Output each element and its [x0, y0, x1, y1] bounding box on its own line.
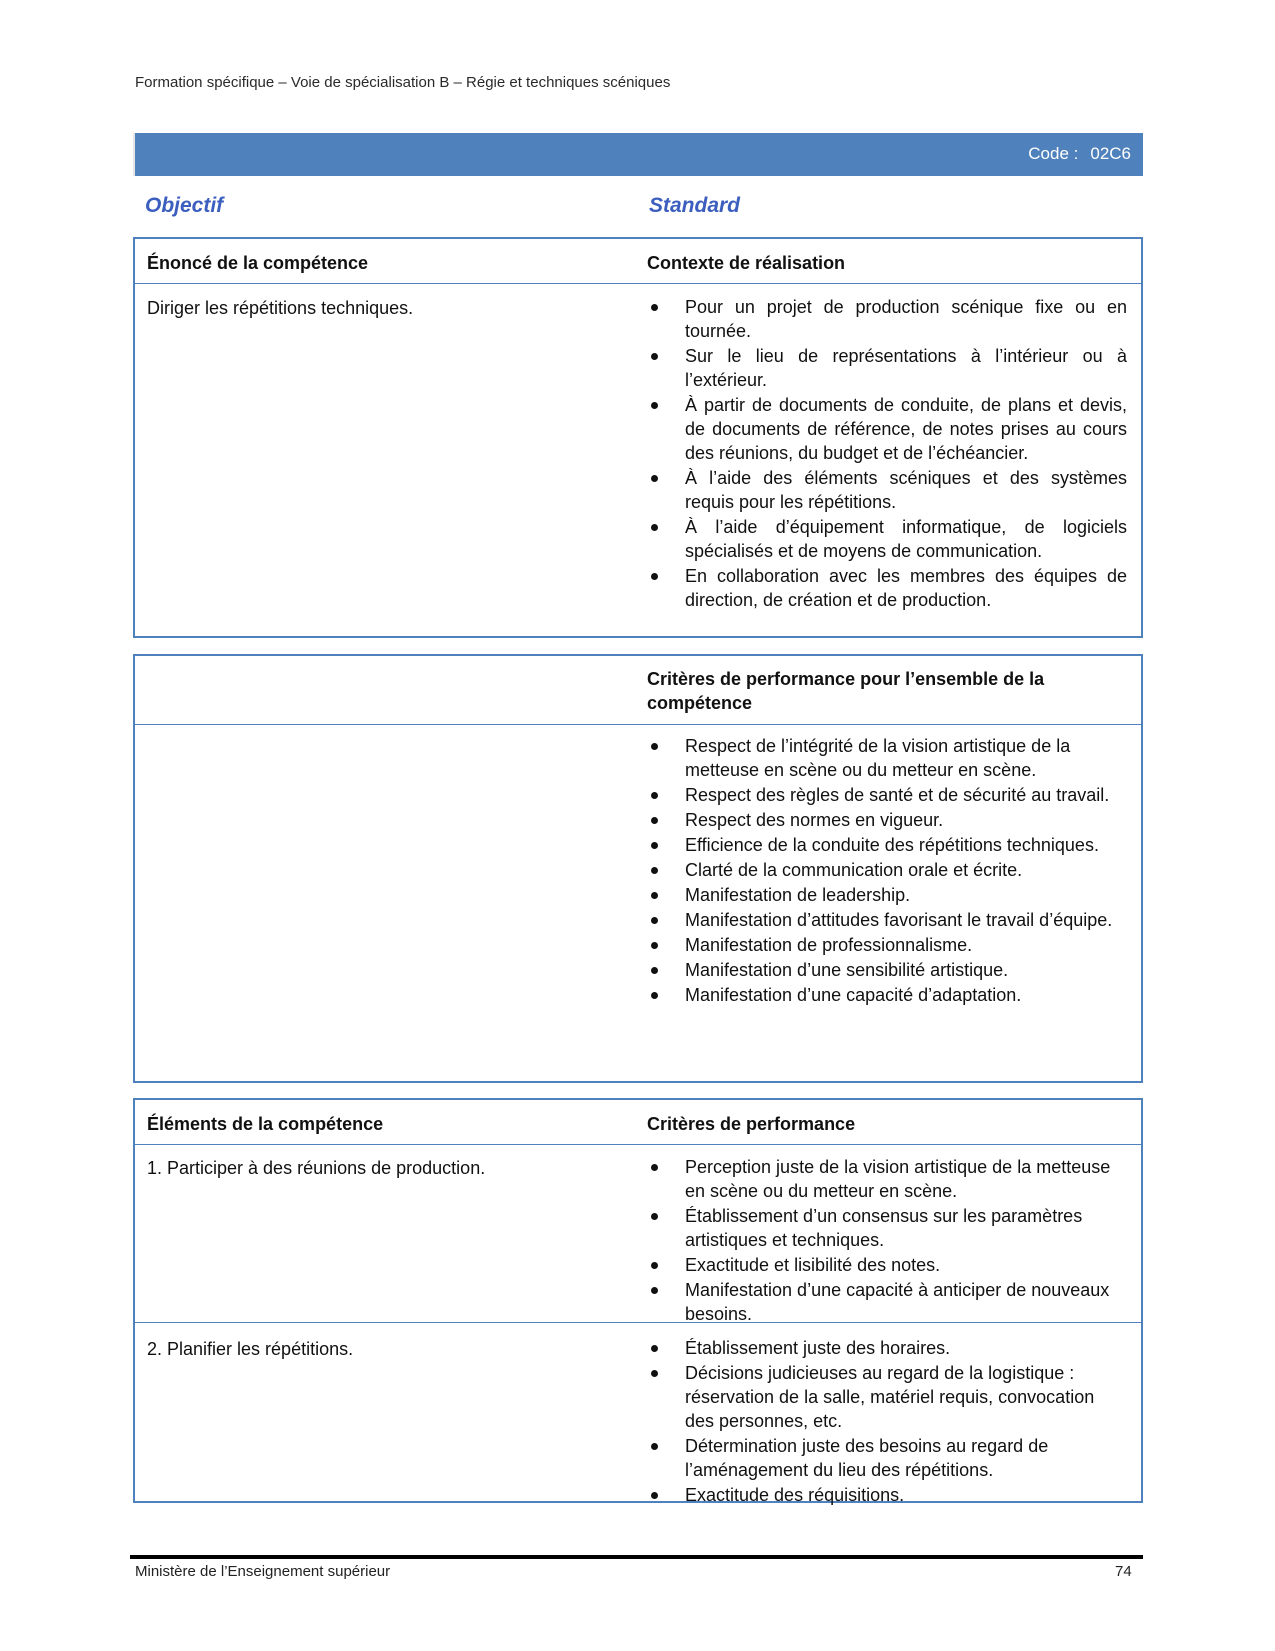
competence-table [133, 237, 1143, 638]
element-2-criteria [647, 1336, 1127, 1507]
list-item-text: Décisions judicieuses au regard de la logistique : réservation de la salle, matériel requis, convocation des personnes, etc. [685, 1363, 1095, 1431]
list-item-text: Respect des règles de santé et de sécurité au travail. [685, 785, 1110, 805]
footer-rule [130, 1555, 1143, 1559]
criteria-list [647, 734, 1127, 1007]
list-item-text: Exactitude et lisibilité des notes. [685, 1255, 941, 1275]
list-item [647, 1253, 1127, 1277]
bullet-icon [651, 1213, 658, 1220]
bullet-icon [651, 1370, 658, 1377]
list-item [647, 1278, 1127, 1326]
bullet-icon [651, 1262, 658, 1269]
list-item [647, 958, 1127, 982]
list-item [647, 1361, 1127, 1433]
bullet-icon [651, 817, 658, 824]
criteria-header: Critères de performance pour l’ensemble de la compétence [647, 669, 1045, 713]
bullet-icon [651, 792, 658, 799]
list-item [647, 344, 1127, 392]
list-item [647, 1434, 1127, 1482]
table-row [135, 1322, 1141, 1503]
element-1-label: 1. Participer à des réunions de production. [147, 1158, 486, 1178]
table-header-row [135, 1100, 1141, 1144]
bullet-icon [651, 1287, 658, 1294]
elements-header: Éléments de la compétence [147, 1114, 384, 1134]
list-item-text: Respect des normes en vigueur. [685, 810, 944, 830]
list-item-text: Sur le lieu de représentations à l’intérieur ou à l’extérieur. [685, 346, 1127, 390]
objectif-header: Objectif [145, 194, 224, 217]
elements-table [133, 1098, 1143, 1503]
running-header: Formation spécifique – Voie de spécialisation B – Régie et techniques scéniques [135, 74, 671, 91]
list-item [647, 564, 1127, 612]
bullet-icon [651, 942, 658, 949]
list-item-text: À l’aide d’équipement informatique, de logiciels spécialisés et de moyens de communication. [685, 517, 1127, 561]
code-label [1028, 144, 1131, 164]
standard-header: Standard [649, 194, 741, 217]
code-label-text: Code : [1028, 144, 1079, 163]
code-banner [133, 133, 1143, 176]
bullet-icon [651, 842, 658, 849]
element-2-label: 2. Planifier les répétitions. [147, 1339, 354, 1359]
list-item [647, 833, 1127, 857]
bullet-icon [651, 743, 658, 750]
list-item [647, 983, 1127, 1007]
list-item [647, 295, 1127, 343]
table-header-row [135, 239, 1141, 283]
table-row [135, 1144, 1141, 1322]
bullet-icon [651, 992, 658, 999]
list-item-text: Manifestation de leadership. [685, 885, 911, 905]
list-item-text: Manifestation de professionnalisme. [685, 935, 973, 955]
list-item-text: En collaboration avec les membres des équipes de direction, de création et de production. [685, 566, 1127, 610]
competence-statement: Diriger les répétitions techniques. [147, 298, 414, 318]
list-item [647, 393, 1127, 465]
table-header-row [135, 656, 1141, 724]
list-item-text: Pour un projet de production scénique fixe ou en tournée. [685, 297, 1127, 341]
list-item [647, 883, 1127, 907]
list-item-text: Perception juste de la vision artistique de la metteuse en scène ou du metteur en scène. [685, 1157, 1111, 1201]
list-item-text: Manifestation d’attitudes favorisant le travail d’équipe. [685, 910, 1113, 930]
list-item-text: Clarté de la communication orale et écrite. [685, 860, 1023, 880]
list-item-text: À partir de documents de conduite, de plans et devis, de documents de référence, de notes prises au cours des réunions, du budget et de l’échéancier. [685, 395, 1127, 463]
list-item-text: Efficience de la conduite des répétitions techniques. [685, 835, 1099, 855]
criteria-table [133, 654, 1143, 1083]
bullet-icon [651, 917, 658, 924]
list-item [647, 1155, 1127, 1203]
bullet-icon [651, 892, 658, 899]
list-item [647, 908, 1127, 932]
bullet-icon [651, 353, 658, 360]
bullet-icon [651, 573, 658, 580]
list-item [647, 858, 1127, 882]
bullet-icon [651, 1164, 658, 1171]
performance-header: Critères de performance [647, 1114, 856, 1134]
contexte-header: Contexte de réalisation [647, 253, 846, 273]
bullet-icon [651, 1492, 658, 1499]
list-item-text: À l’aide des éléments scéniques et des systèmes requis pour les répétitions. [685, 468, 1127, 512]
list-item-text: Établissement juste des horaires. [685, 1338, 951, 1358]
list-item-text: Détermination juste des besoins au regard de l’aménagement du lieu des répétitions. [685, 1436, 1049, 1480]
list-item [647, 808, 1127, 832]
list-item [647, 1483, 1127, 1507]
list-item [647, 515, 1127, 563]
list-item [647, 933, 1127, 957]
list-item-text: Établissement d’un consensus sur les paramètres artistiques et techniques. [685, 1206, 1083, 1250]
footer-ministry: Ministère de l’Enseignement supérieur [135, 1563, 391, 1580]
bullet-icon [651, 304, 658, 311]
bullet-icon [651, 1345, 658, 1352]
list-item-text: Exactitude des réquisitions. [685, 1485, 905, 1505]
bullet-icon [651, 475, 658, 482]
list-item [647, 1204, 1127, 1252]
context-list [647, 295, 1127, 612]
enonce-header: Énoncé de la compétence [147, 253, 369, 273]
bullet-icon [651, 524, 658, 531]
list-item [647, 466, 1127, 514]
list-item [647, 783, 1127, 807]
table-row [135, 283, 1141, 639]
list-item-text: Manifestation d’une capacité d’adaptation. [685, 985, 1022, 1005]
list-item [647, 734, 1127, 782]
list-item [647, 1336, 1127, 1360]
table-row [135, 724, 1141, 1082]
bullet-icon [651, 402, 658, 409]
code-value: 02C6 [1090, 144, 1131, 163]
bullet-icon [651, 867, 658, 874]
list-item-text: Manifestation d’une capacité à anticiper de nouveaux besoins. [685, 1280, 1110, 1324]
list-item-text: Manifestation d’une sensibilité artistique. [685, 960, 1009, 980]
bullet-icon [651, 967, 658, 974]
bullet-icon [651, 1443, 658, 1450]
element-1-criteria [647, 1155, 1127, 1326]
page-number: 74 [1115, 1563, 1132, 1580]
list-item-text: Respect de l’intégrité de la vision artistique de la metteuse en scène ou du metteur en scène. [685, 736, 1071, 780]
